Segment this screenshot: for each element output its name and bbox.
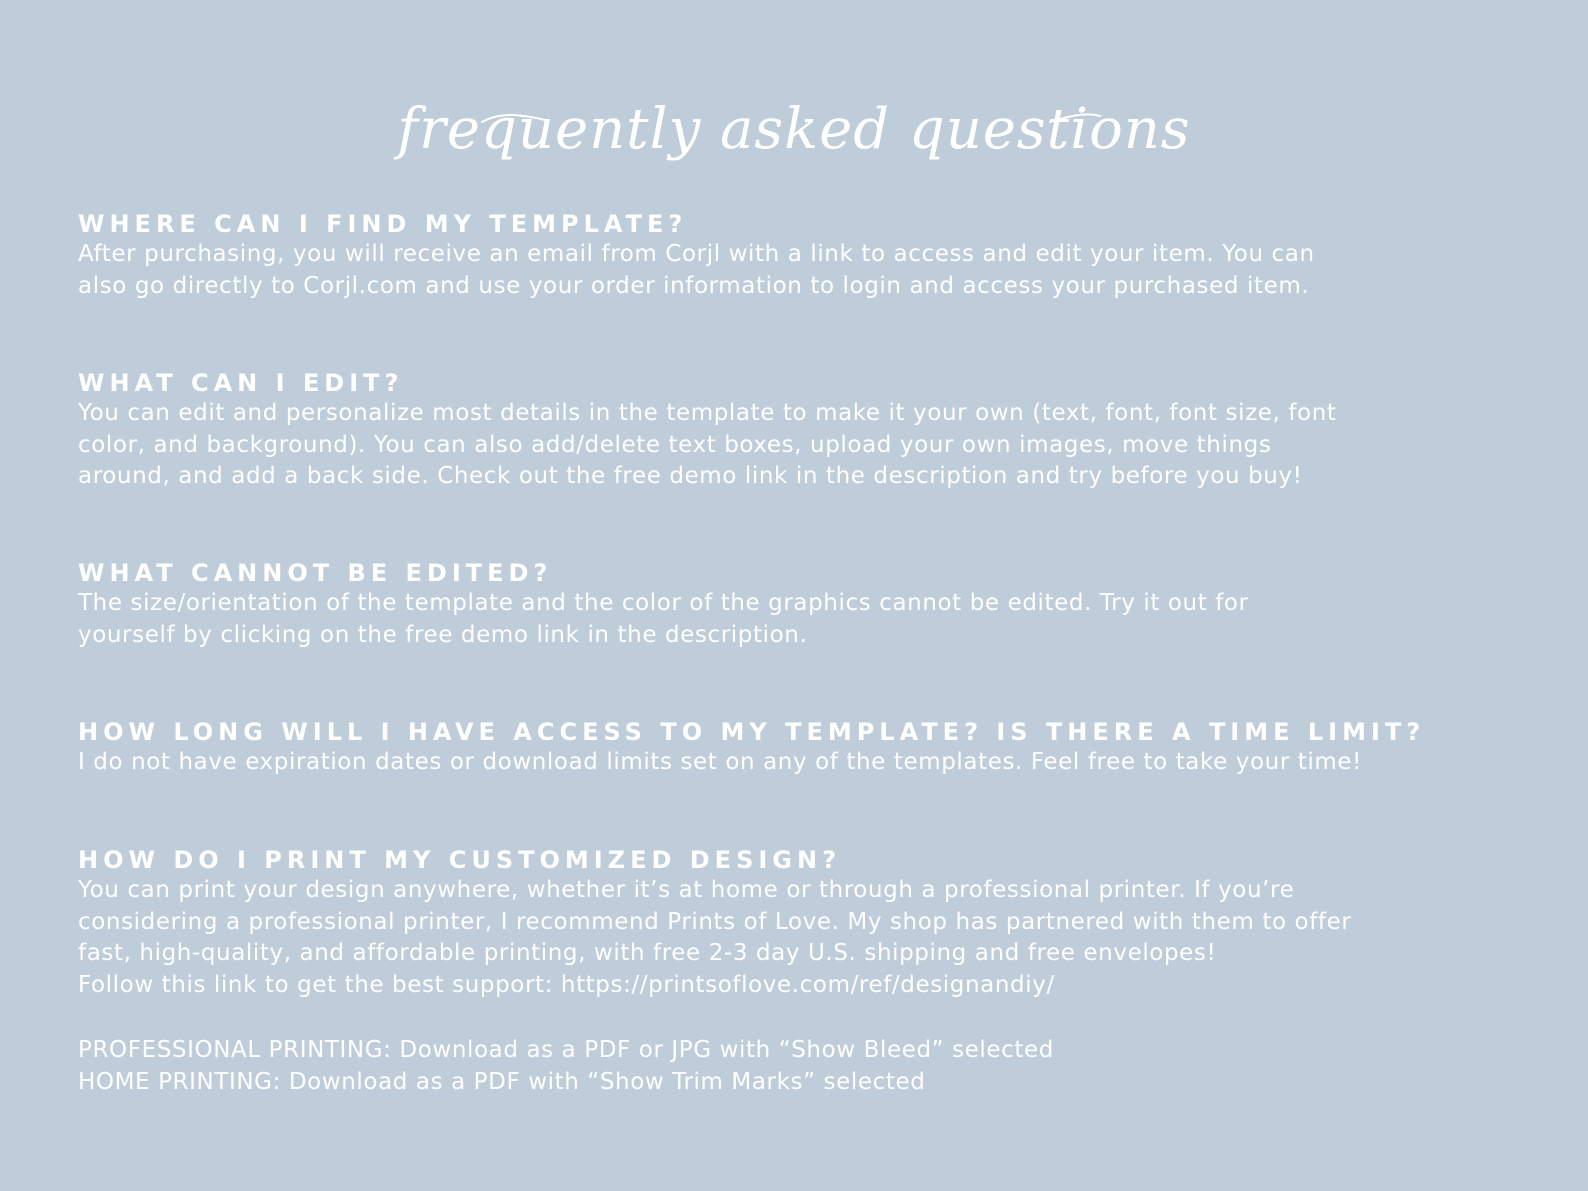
faq-question: WHAT CANNOT BE EDITED? (78, 559, 553, 587)
faq-answer-line: You can print your design anywhere, whether it’s at home or through a professional printer. If you’re (78, 877, 1295, 903)
title-container (0, 78, 1588, 188)
faq-answer-line: I do not have expiration dates or download limits set on any of the templates. Feel free to take your time! (78, 749, 1362, 775)
faq-answer-line: After purchasing, you will receive an email from Corjl with a link to access and edit your item. You can (78, 241, 1315, 267)
faq-question: HOW LONG WILL I HAVE ACCESS TO MY TEMPLATE? IS THERE A TIME LIMIT? (78, 718, 1426, 746)
faq-answer-line: The size/orientation of the template and the color of the graphics cannot be edited. Try it out for (78, 590, 1249, 616)
faq-item-access-time-limit (78, 717, 1528, 779)
faq-answer-line: You can edit and personalize most details in the template to make it your own (text, font, font size, font (78, 400, 1337, 426)
printing-notes (78, 1035, 1528, 1098)
faq-answer (78, 398, 1528, 493)
faq-answer-line: fast, high-quality, and affordable printing, with free 2-3 day U.S. shipping and free envelopes! (78, 940, 1217, 967)
home-printing-note: HOME PRINTING: Download as a PDF with “Show Trim Marks” selected (78, 1068, 926, 1095)
faq-question: WHAT CAN I EDIT? (78, 369, 404, 397)
faq-answer (78, 875, 1528, 1002)
faq-item-cannot-edit (78, 558, 1528, 651)
faq-answer-line: around, and add a back side. Check out the free demo link in the description and try before you buy! (78, 463, 1303, 490)
faq-item-print-design (78, 845, 1528, 1002)
faq-item-what-can-edit (78, 368, 1528, 493)
faq-answer-line: also go directly to Corjl.com and use your order information to login and access your purchased item. (78, 272, 1310, 299)
faq-answer (78, 747, 1528, 779)
faq-answer-line: considering a professional printer, I recommend Prints of Love. My shop has partnered with them to offer (78, 908, 1352, 935)
faq-answer-line: yourself by clicking on the free demo link in the description. (78, 621, 808, 648)
faq-answer (78, 588, 1528, 651)
page-title: frequently asked questions (397, 97, 1191, 162)
faq-answer-line-link: Follow this link to get the best support: https://printsoflove.com/ref/designandiy/ (78, 972, 1055, 999)
faq-answer-line: color, and background). You can also add/delete text boxes, upload your own images, move things (78, 431, 1272, 458)
faq-item-find-template (78, 209, 1528, 302)
faq-question: WHERE CAN I FIND MY TEMPLATE? (78, 210, 688, 238)
faq-answer (78, 239, 1528, 302)
professional-printing-note: PROFESSIONAL PRINTING: Download as a PDF or JPG with “Show Bleed” selected (78, 1037, 1054, 1063)
faq-question: HOW DO I PRINT MY CUSTOMIZED DESIGN? (78, 846, 841, 874)
